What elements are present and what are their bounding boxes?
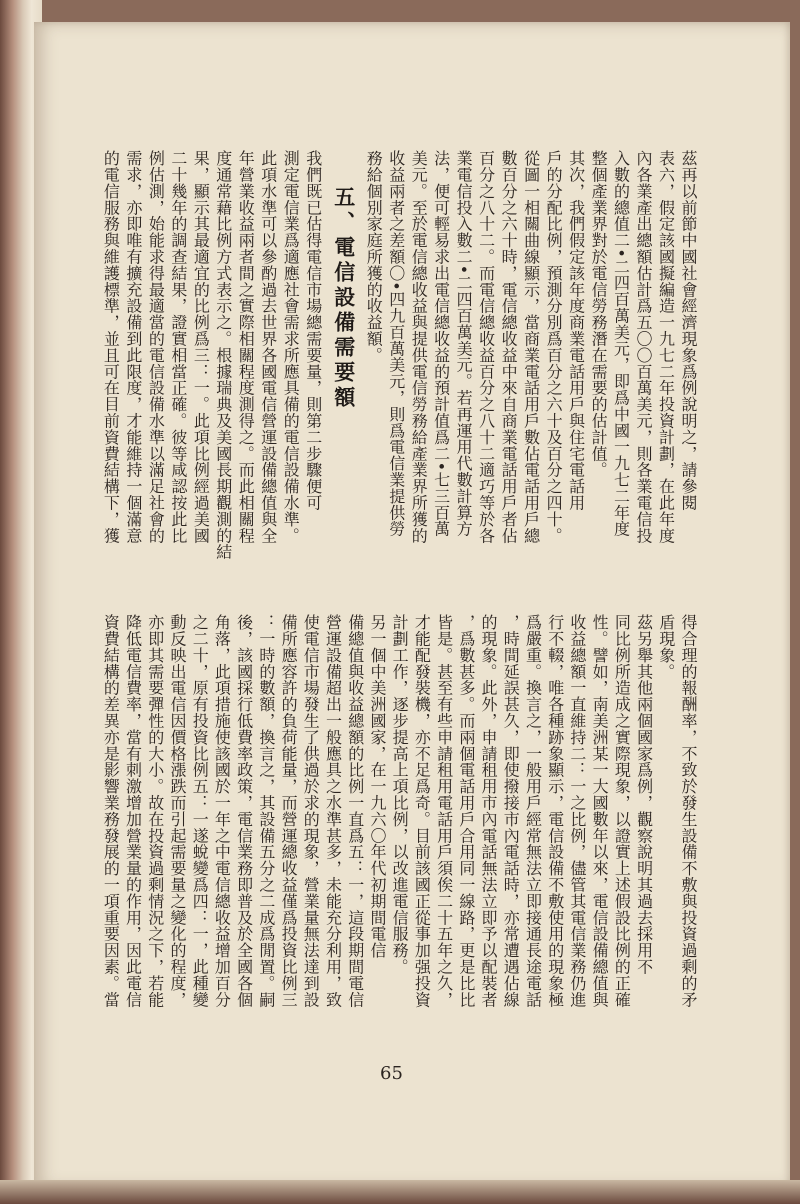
text-column: 其次，我們假定該年度商業電話用戶與住宅電話用 [566, 150, 586, 511]
text-column: 百分之八十二。而電信總收益百分之八十二適巧等於各 [476, 150, 496, 544]
text-column: 茲再以前節中國社會經濟現象爲例說明之，請參閱 [679, 150, 698, 511]
text-column: 盾現象。 [656, 614, 676, 680]
text-column: 務給個別家庭所獲的收益額。 [364, 150, 384, 364]
text-column: 數百分之六十時，電信總收益中來自商業電話用戶者佔 [499, 150, 519, 544]
text-column: 測定電信業爲適應社會需求所應具備的電信設備水準。 [281, 150, 301, 544]
upper-text-block [100, 150, 700, 590]
section-heading: 五、電信設備需要額 [331, 186, 357, 411]
text-column: 使電信市場發生了供過於求的現象，營業量無法達到設 [301, 614, 321, 1008]
text-column: 收益總額一直維持二：一之比例，儘管其電信業務仍進 [567, 614, 587, 1008]
text-column: 同比例所造成之實際現象，以證實上述假設比例的正確 [612, 614, 632, 1008]
text-column: 的現象。此外，申請租用市內電話無法立即予以配裝者 [479, 614, 499, 1008]
text-column: 資費結構的差異亦是影響業務發展的一項重要因素。當 [101, 614, 121, 1008]
text-column: 之二十，原有投資比例五：一遂蛻變爲四：一，此種變 [190, 614, 210, 1008]
text-column: 表六，假定該國擬編造一九七二年投資計劃，在此年度 [656, 150, 676, 544]
text-column: 後，該國採行低費率政策，電信業務即普及於全國各個 [234, 614, 254, 1008]
text-column: 入數的總值二•二四百萬美元，即爲中國一九七二年度 [611, 150, 631, 538]
text-column: 從圖一相關曲線顯示，當商業電話用戶數佔電話用戶總 [521, 150, 541, 544]
text-column: 戶的分配比例，預測分別爲百分之六十及百分之四十。 [544, 150, 564, 544]
lower-text-block [100, 614, 700, 1054]
text-column: 整個產業界對於電信勞務潛在需要的估計值。 [589, 150, 609, 478]
text-column: 爲嚴重。換言之，一般用戶經常無法立即接通長途電話 [523, 614, 543, 1008]
text-column: 角落，此項措施使該國於一年之中電信總收益增加百分 [212, 614, 232, 1008]
page-edge [0, 1180, 800, 1204]
text-column: 皆是。甚至有些申請租用電話用戶須俟二十五年之久， [434, 614, 454, 1008]
text-column: 內各業產出總額估計爲五〇〇百萬美元，則各業電信投 [634, 150, 654, 544]
text-column: 的電信服務與維護標準，並且可在目前資費結構下，獲 [101, 150, 121, 544]
text-column: 美元。至於電信總收益與提供電信勞務給產業界所獲的 [409, 150, 429, 544]
text-column: 另一個中美洲國家，在一九六〇年代初期間電信 [367, 614, 387, 959]
text-column: 法，便可輕易求出電信總收益的預計值爲二•七三百萬 [431, 150, 451, 538]
text-column: 行不輟，唯各種跡象顯示，電信設備不敷使用的現象極 [545, 614, 565, 1008]
text-column: ：一時的數額，換言之，其設備五分之二成爲閒置。嗣 [256, 614, 276, 1008]
text-column: 降低電信費率，當有刺激增加營業量的作用，因此電信 [123, 614, 143, 1008]
text-column: 收益兩者之差額〇•四九百萬美元，則爲電信業提供勞 [386, 150, 406, 538]
page-number: 65 [380, 1063, 403, 1084]
text-column: 度通常藉比例方式表示之。根據瑞典及美國長期觀測的結 [213, 150, 233, 560]
text-column: 亦即其需要彈性的大小。故在投資過剩情況之下，若能 [145, 614, 165, 1008]
text-column: 業電信投入數二•二四百萬美元。若再運用代數計算方 [454, 150, 474, 538]
text-column: 二十幾年的調查結果，證實相當正確。彼等咸認按此比 [168, 150, 188, 544]
text-column: 備總值與收益總額的比例一直爲五：一，這段期間電信 [345, 614, 365, 1008]
text-column: 果，顯示其最適宜的比例爲三：一。此項比例經過美國 [191, 150, 211, 544]
text-column: 茲另舉其他兩個國家爲例，觀察說明其過去採用不 [634, 614, 654, 975]
text-column: 計劃工作，逐步提高上項比例，以改進電信服務。 [390, 614, 410, 975]
text-column: 需求，亦即唯有擴充設備到此限度，才能維持一個滿意 [123, 150, 143, 544]
text-column: 得合理的報酬率，不致於發生設備不敷與投資過剩的矛 [679, 614, 698, 1008]
text-column: ，爲數甚多。而兩個電話用戶合用同一線路，更是比比 [456, 614, 476, 1008]
text-column: 我們既已估得電信市場總需要量，則第二步驟便可 [303, 150, 323, 511]
text-column: 年營業收益兩者間之實際相關程度測得之。而此相關程 [236, 150, 256, 544]
text-column: 備所應容許的負荷能量，而營運總收益僅爲投資比例三 [279, 614, 299, 1008]
text-column: 才能配發裝機，亦不足爲奇。目前該國正從事加强投資 [412, 614, 432, 1008]
text-column: 營運設備超出一般應具之水準甚多，未能充分利用，致 [323, 614, 343, 1008]
text-column: ，時間延誤甚久，即使撥接市內電話時，亦常遭遇佔線 [501, 614, 521, 1008]
text-column: 動反映出電信因價格漲跌而引起需要量之變化的程度， [167, 614, 187, 1008]
text-column: 此項水準可以參酌過去世界各國電信營運設備總值與全 [258, 150, 278, 544]
text-column: 性。譬如，南美洲某一大國數年以來，電信設備總值與 [590, 614, 610, 1008]
text-column: 例估測，始能求得最適當的電信設備水準以滿足社會的 [146, 150, 166, 544]
